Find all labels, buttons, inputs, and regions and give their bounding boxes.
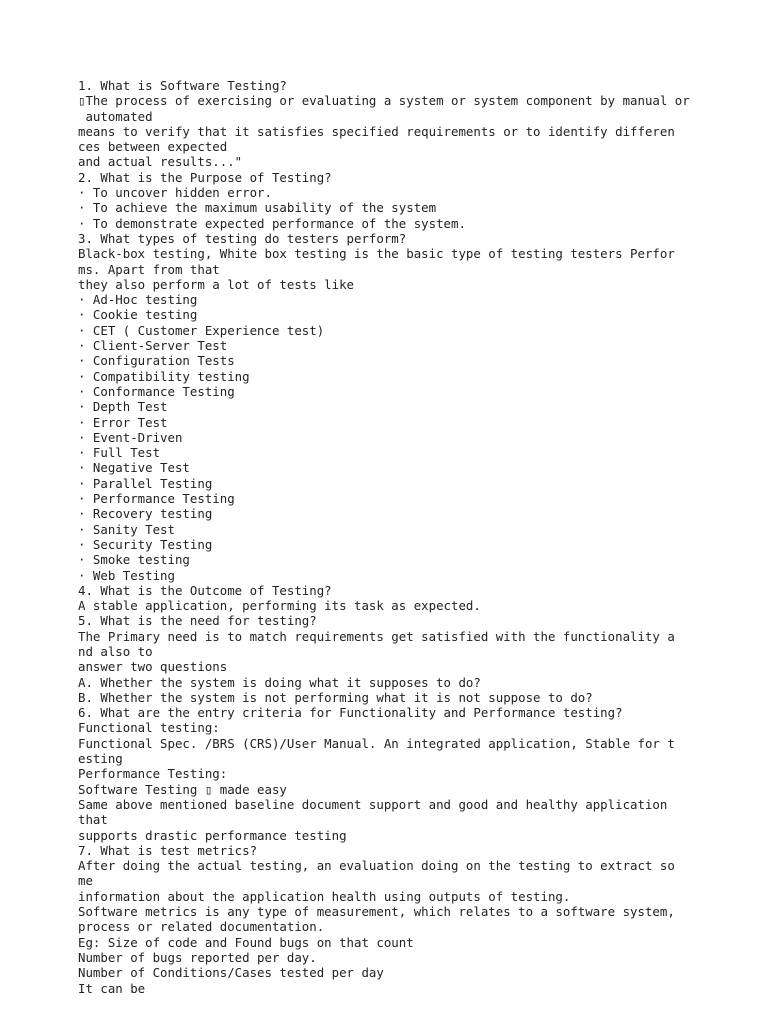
text-line: Number of bugs reported per day. — [78, 949, 317, 965]
text-line: ms. Apart from that — [78, 261, 220, 277]
text-line: A. Whether the system is doing what it supposes to do? — [78, 674, 481, 690]
text-line: information about the application health using outputs of testing. — [78, 888, 571, 904]
text-line: · Conformance Testing — [78, 383, 235, 399]
text-line: · Web Testing — [78, 567, 175, 583]
text-line: that — [78, 812, 108, 828]
text-line: Eg: Size of code and Found bugs on that count — [78, 934, 414, 950]
text-line: Same above mentioned baseline document support and good and healthy application — [78, 796, 668, 812]
text-line: nd also to — [78, 643, 153, 659]
text-line: · Security Testing — [78, 536, 213, 552]
text-line: ▯The process of exercising or evaluating a system or system component by manual or — [78, 93, 690, 109]
text-line: · Cookie testing — [78, 307, 198, 323]
text-line: · Compatibility testing — [78, 368, 250, 384]
text-line: · Depth Test — [78, 399, 168, 415]
text-line: 1. What is Software Testing? — [78, 78, 287, 93]
text-line: 3. What types of testing do testers perform? — [78, 230, 407, 246]
text-line: It can be — [78, 980, 146, 996]
text-line: Number of Conditions/Cases tested per day — [78, 965, 384, 981]
text-line: 5. What is the need for testing? — [78, 613, 317, 629]
text-line: · Full Test — [78, 445, 161, 461]
text-line: Performance Testing: — [78, 766, 228, 782]
text-line: esting — [78, 751, 123, 767]
text-line: me — [78, 873, 93, 889]
text-line: · Configuration Tests — [78, 353, 235, 369]
text-line: · To achieve the maximum usability of the system — [78, 200, 437, 216]
text-line: · Client-Server Test — [78, 338, 228, 354]
text-line: Functional testing: — [78, 720, 220, 736]
text-line: · Ad-Hoc testing — [78, 292, 198, 308]
text-line: Software Testing ▯ made easy — [78, 781, 287, 797]
text-line: 2. What is the Purpose of Testing? — [78, 169, 332, 185]
text-line: B. Whether the system is not performing what it is not suppose to do? — [78, 689, 593, 705]
document-page — [78, 78, 758, 996]
text-line: · Recovery testing — [78, 506, 213, 522]
text-line: The Primary need is to match requirements get satisfied with the functionality a — [78, 628, 675, 644]
text-line: ces between expected — [78, 139, 228, 155]
text-line: · CET ( Customer Experience test) — [78, 322, 325, 338]
text-line: Black-box testing, White box testing is the basic type of testing testers Perfor — [78, 246, 675, 262]
text-line: Software metrics is any type of measurement, which relates to a software system, — [78, 904, 675, 920]
text-line: · Performance Testing — [78, 491, 235, 507]
text-line: process or related documentation. — [78, 919, 325, 935]
text-line: 4. What is the Outcome of Testing? — [78, 582, 332, 598]
text-line: · Parallel Testing — [78, 475, 213, 491]
text-line: Functional Spec. /BRS (CRS)/User Manual. An integrated application, Stable for t — [78, 735, 675, 751]
text-line: After doing the actual testing, an evaluation doing on the testing to extract so — [78, 858, 675, 874]
text-line: they also perform a lot of tests like — [78, 276, 355, 292]
text-line: 7. What is test metrics? — [78, 842, 258, 858]
text-line: A stable application, performing its task as expected. — [78, 598, 481, 614]
text-line: · Error Test — [78, 414, 168, 430]
text-line: supports drastic performance testing — [78, 827, 347, 843]
text-line: answer two questions — [78, 659, 228, 675]
text-line: · Negative Test — [78, 460, 190, 476]
text-line: · To demonstrate expected performance of the system. — [78, 215, 466, 231]
text-line: and actual results..." — [78, 154, 243, 170]
text-line: · To uncover hidden error. — [78, 185, 272, 201]
text-line: · Sanity Test — [78, 521, 175, 537]
text-line: means to verify that it satisfies specified requirements or to identify differen — [78, 123, 675, 139]
text-line: 6. What are the entry criteria for Functionality and Performance testing? — [78, 705, 623, 721]
text-line: automated — [78, 108, 153, 124]
text-line: · Event-Driven — [78, 429, 183, 445]
text-line: · Smoke testing — [78, 552, 190, 568]
